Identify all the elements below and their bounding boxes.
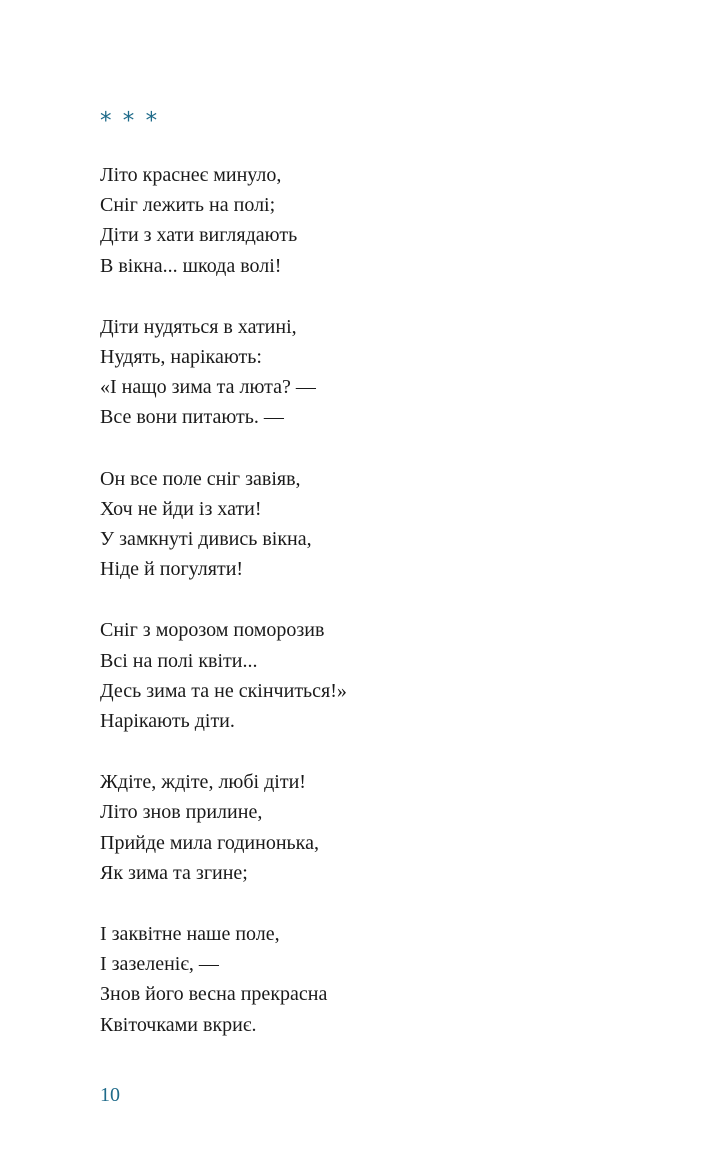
stanza-5 xyxy=(100,767,660,888)
poem-line: Нудять, нарікають: xyxy=(100,346,262,369)
poem-line: І заквітне наше поле, xyxy=(100,923,280,946)
stanza-1 xyxy=(100,160,660,281)
poem-line: Знов його весна прекрасна xyxy=(100,983,328,1006)
poem-line: У замкнуті дивись вікна, xyxy=(100,528,312,551)
poem-line: Літо знов прилине, xyxy=(100,801,263,824)
poem-line: Десь зима та не скінчиться!» xyxy=(100,679,347,702)
poem-line: «І нащо зима та люта? — xyxy=(100,376,316,399)
poem-line: Ждіте, ждіте, любі діти! xyxy=(100,771,306,794)
section-ornament: * * * xyxy=(100,108,160,134)
poem-line: Прийде мила годинонька, xyxy=(100,831,319,854)
poem-line: Як зима та згине; xyxy=(100,861,248,884)
stanza-6 xyxy=(100,919,660,1040)
stanza-4 xyxy=(100,615,660,736)
poem-line: В вікна... шкода волі! xyxy=(100,254,282,277)
poem-line: Нарікають діти. xyxy=(100,710,235,733)
poem-line: Хоч не йди із хати! xyxy=(100,497,262,520)
poem-line: Ніде й погуляти! xyxy=(100,558,244,581)
poem-line: І зазеленіє, — xyxy=(100,953,219,976)
poem-line: Все вони питають. — xyxy=(100,406,284,429)
stanza-3 xyxy=(100,464,660,585)
poem-line: Он все поле сніг завіяв, xyxy=(100,467,301,490)
poem-line: Сніг з морозом поморозив xyxy=(100,619,325,642)
poem-line: Квіточками вкриє. xyxy=(100,1013,257,1036)
poem-line: Літо краснеє минуло, xyxy=(100,164,282,186)
poem xyxy=(100,160,660,1071)
poem-line: Діти нудяться в хатині, xyxy=(100,315,297,338)
poem-line: Всі на полі квіти... xyxy=(100,649,258,672)
page-number: 10 xyxy=(100,1084,120,1106)
stanza-2 xyxy=(100,312,660,433)
poem-line: Діти з хати виглядають xyxy=(100,224,298,247)
poem-line: Сніг лежить на полі; xyxy=(100,194,276,217)
